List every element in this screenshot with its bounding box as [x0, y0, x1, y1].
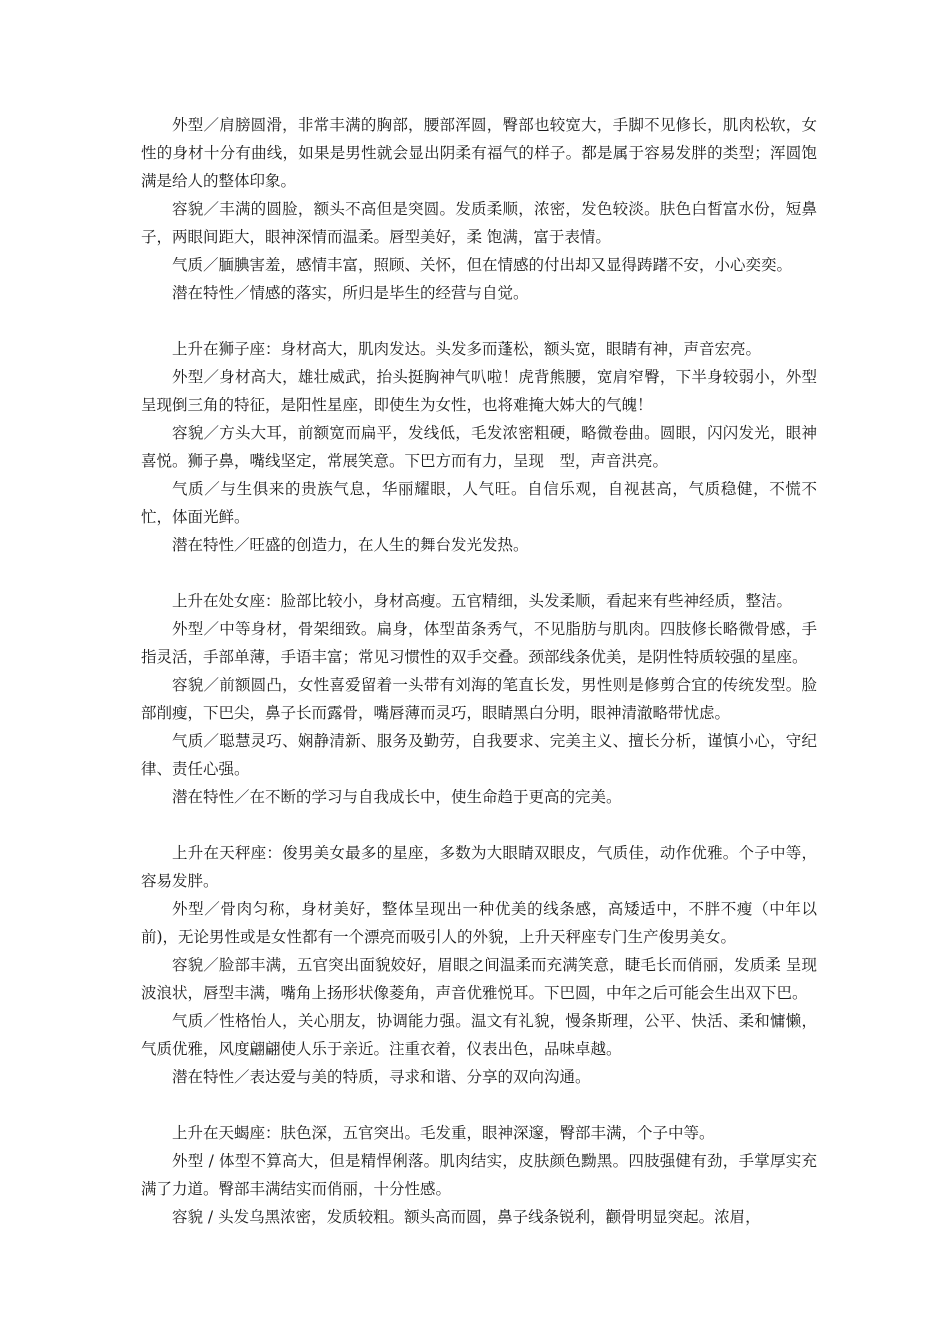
- paragraph-face: 容貌／前额圆凸，女性喜爱留着一头带有刘海的笔直长发，男性则是修剪合宜的传统发型。脸部削瘦，下巴尖，鼻子长而露骨，嘴唇薄而灵巧，眼睛黑白分明，眼神清澈略带忧虑。: [141, 676, 817, 722]
- section-divider: [141, 811, 817, 839]
- paragraph-figure: 外型／身材高大，雄壮威武，抬头挺胸神气叭啦！虎背熊腰，宽肩窄臀，下半身较弱小，外型呈现倒三角的特征，是阳性星座，即使生为女性，也将难掩大姊大的气魄！: [141, 368, 817, 414]
- paragraph-temperament: 气质／与生俱来的贵族气息，华丽耀眼，人气旺。自信乐观，自视甚高，气质稳健，不慌不忙，体面光鲜。: [141, 480, 817, 526]
- section-libra-rising: [141, 839, 817, 1091]
- paragraph-potential: 潜在特性／表达爱与美的特质，寻求和谐、分享的双向沟通。: [172, 1068, 591, 1086]
- paragraph-face: 容貌／脸部丰满，五官突出面貌姣好，眉眼之间温柔而充满笑意，睫毛长而俏丽，发质柔 呈现波浪状，唇型丰满，嘴角上扬形状像菱角，声音优雅悦耳。下巴圆，中年之后可能会生出双下巴。: [141, 956, 817, 1002]
- section-divider: [141, 307, 817, 335]
- paragraph-temperament: 气质／腼腆害羞，感情丰富，照顾、关怀，但在情感的付出却又显得踌躇不安，小心奕奕。: [172, 256, 793, 274]
- section-virgo-rising: [141, 587, 817, 811]
- paragraph-face: 容貌 / 头发乌黑浓密，发质较粗。额头高而圆，鼻子线条锐利，颧骨明显突起。浓眉，: [172, 1208, 761, 1226]
- section-scorpio-rising: [141, 1119, 817, 1231]
- paragraph-face: 容貌／丰满的圆脸，额头不高但是突圆。发质柔顺，浓密，发色较淡。肤色白皙富水份，短鼻子，两眼间距大，眼神深情而温柔。唇型美好，柔 饱满，富于表情。: [141, 200, 817, 246]
- paragraph-figure: 外型 / 体型不算高大，但是精悍俐落。肌肉结实，皮肤颜色黝黑。四肢强健有劲，手掌厚实充满了力道。臀部丰满结实而俏丽，十分性感。: [141, 1152, 817, 1198]
- paragraph-face: 容貌／方头大耳，前额宽而扁平，发线低，毛发浓密粗硬，略微卷曲。圆眼，闪闪发光，眼神喜悦。狮子鼻，嘴线坚定，常展笑意。下巴方而有力，呈现 型，声音洪亮。: [141, 424, 817, 470]
- paragraph-heading: 上升在处女座：脸部比较小，身材高瘦。五官精细，头发柔顺，看起来有些神经质，整洁。: [172, 592, 793, 610]
- paragraph-temperament: 气质／性格怡人，关心朋友，协调能力强。温文有礼貌，慢条斯理，公平、快活、柔和慵懒，气质优雅，风度翩翩使人乐于亲近。注重衣着，仪表出色，品味卓越。: [141, 1012, 817, 1058]
- paragraph-figure: 外型／中等身材，骨架细致。扁身，体型苗条秀气，不见脂肪与肌肉。四肢修长略微骨感，手指灵活，手部单薄，手语丰富；常见习惯性的双手交叠。颈部线条优美，是阴性特质较强的星座。: [141, 620, 817, 666]
- paragraph-potential: 潜在特性／旺盛的创造力，在人生的舞台发光发热。: [172, 536, 529, 554]
- paragraph-temperament: 气质／聪慧灵巧、娴静清新、服务及勤劳，自我要求、完美主义、擅长分析，谨慎小心，守纪律、责任心强。: [141, 732, 817, 778]
- paragraph-heading: 上升在天蝎座：肤色深，五官突出。毛发重，眼神深邃，臀部丰满，个子中等。: [172, 1124, 715, 1142]
- section-cancer-appearance: [141, 111, 817, 307]
- paragraph-figure: 外型／肩膀圆滑，非常丰满的胸部，腰部浑圆，臀部也较宽大，手脚不见修长，肌肉松软，女性的身材十分有曲线，如果是男性就会显出阴柔有福气的样子。都是属于容易发胖的类型；浑圆饱满是给人的整体印象。: [141, 116, 817, 190]
- document-page: [141, 111, 817, 1231]
- paragraph-figure: 外型／骨肉匀称，身材美好，整体呈现出一种优美的线条感，高矮适中，不胖不瘦（中年以前)，无论男性或是女性都有一个漂亮而吸引人的外貌，上升天秤座专门生产俊男美女。: [141, 900, 817, 946]
- section-divider: [141, 559, 817, 587]
- paragraph-heading: 上升在狮子座：身材高大，肌肉发达。头发多而蓬松，额头宽，眼睛有神，声音宏亮。: [172, 340, 762, 358]
- paragraph-potential: 潜在特性／情感的落实，所归是毕生的经营与自觉。: [172, 284, 529, 302]
- paragraph-potential: 潜在特性／在不断的学习与自我成长中，使生命趋于更高的完美。: [172, 788, 622, 806]
- section-leo-rising: [141, 335, 817, 559]
- section-divider: [141, 1091, 817, 1119]
- paragraph-heading: 上升在天秤座：俊男美女最多的星座，多数为大眼睛双眼皮，气质佳，动作优雅。个子中等，容易发胖。: [141, 844, 817, 890]
